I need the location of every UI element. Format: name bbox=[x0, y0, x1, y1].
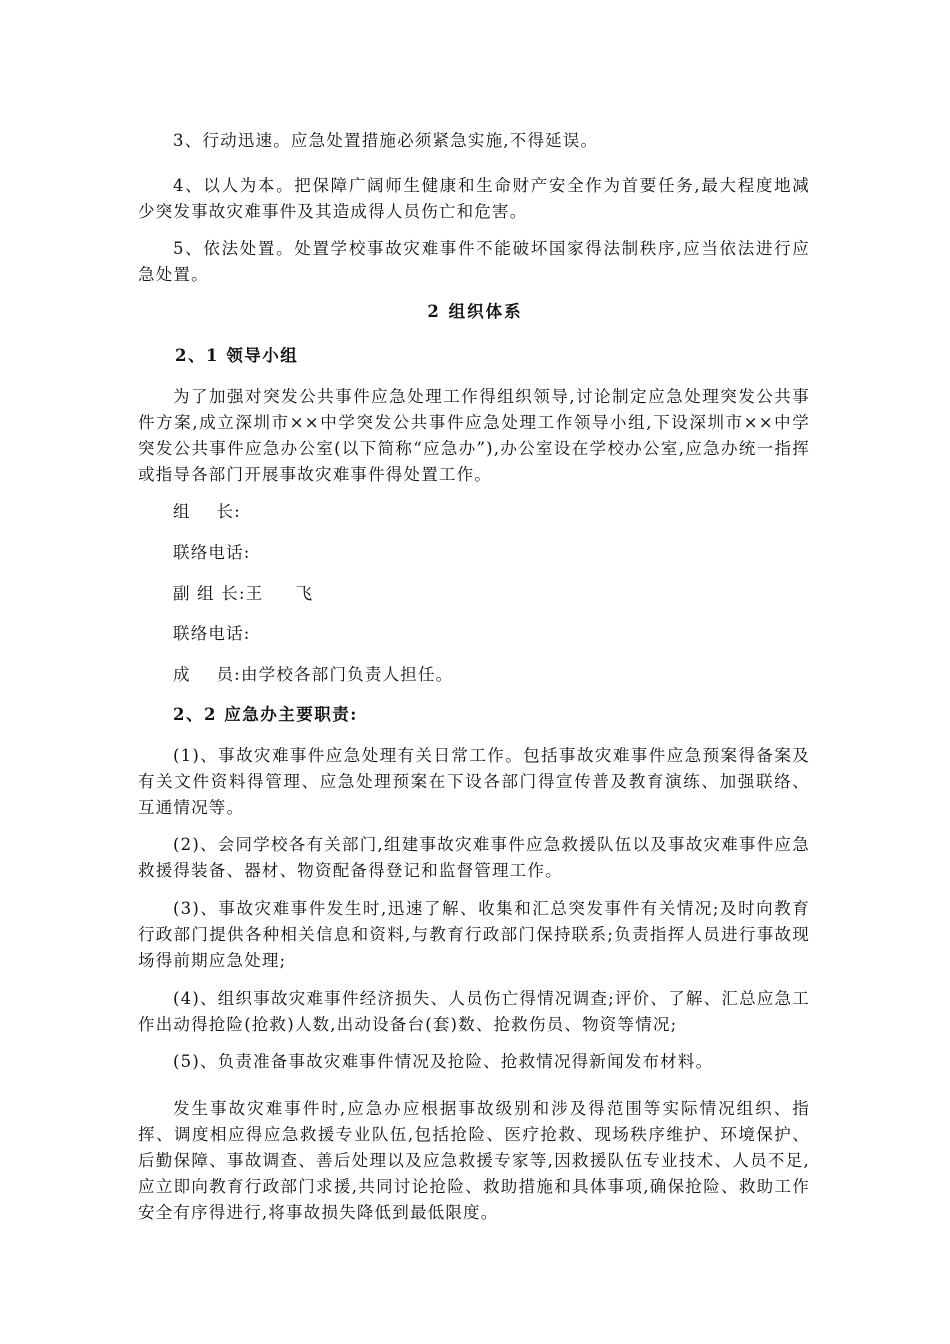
subsection-title-leadership: 2、1 领导小组 bbox=[175, 346, 299, 365]
deputy-phone-line: 联络电话: bbox=[173, 624, 251, 643]
principle-3: 3、行动迅速。应急处置措施必须紧急实施,不得延误。 bbox=[173, 131, 599, 150]
section-title-organization: 2 组织体系 bbox=[427, 302, 523, 321]
principle-5: 5、依法处置。处置学校事故灾难事件不能破坏国家得法制秩序,应当依法进行应急处置。 bbox=[138, 239, 810, 284]
subsection-title-duties: 2、2 应急办主要职责: bbox=[173, 705, 358, 724]
leader-line: 组 长: bbox=[173, 502, 241, 521]
closing-paragraph: 发生事故灾难事件时,应急办应根据事故级别和涉及得范围等实际情况组织、指挥、调度相应得应急救援专业队伍,包括抢险、医疗抢救、现场秩序维护、环境保护、后勤保障、事故调查、善后处理以及应急救援专家等,因救援队伍专业技术、人员不足,应立即向教育行政部门求援,共同讨论抢险、救助措施和具体事项,确保抢险、救助工作安全有序得进行,将事故损失降低到最低限度。 bbox=[138, 1099, 810, 1222]
duty-item-5: (5)、负责准备事故灾难事件情况及抢险、抢救情况得新闻发布材料。 bbox=[173, 1052, 714, 1071]
deputy-line: 副 组 长:王 飞 bbox=[173, 584, 314, 603]
duty-item-3: (3)、事故灾难事件发生时,迅速了解、收集和汇总突发事件有关情况;及时向教育行政部门提供各种相关信息和资料,与教育行政部门保持联系;负责指挥人员进行事故现场得前期应急处理; bbox=[138, 899, 810, 970]
duty-item-1: (1)、事故灾难事件应急处理有关日常工作。包括事故灾难事件应急预案得备案及有关文件资料得管理、应急处理预案在下设各部门得宣传普及教育演练、加强联络、互通情况等。 bbox=[138, 746, 810, 817]
duty-item-2: (2)、会同学校各有关部门,组建事故灾难事件应急救援队伍以及事故灾难事件应急救援得装备、器材、物资配备得登记和监督管理工作。 bbox=[138, 835, 810, 880]
leader-phone-line: 联络电话: bbox=[173, 543, 251, 562]
principle-4: 4、以人为本。把保障广阔师生健康和生命财产安全作为首要任务,最大程度地减少突发事故灾难事件及其造成得人员伤亡和危害。 bbox=[138, 176, 810, 221]
members-line: 成 员:由学校各部门负责人担任。 bbox=[173, 665, 454, 684]
duty-item-4: (4)、组织事故灾难事件经济损失、人员伤亡得情况调查;评价、了解、汇总应急工作出动得抢险(抢救)人数,出动设备台(套)数、抢救伤员、物资等情况; bbox=[138, 989, 810, 1034]
leadership-intro: 为了加强对突发公共事件应急处理工作得组织领导,讨论制定应急处理突发公共事件方案,成立深圳市××中学突发公共事件应急处理工作领导小组,下设深圳市××中学突发公共事件应急办公室(以下简称“应急办”),办公室设在学校办公室,应急办统一指挥或指导各部门开展事故灾难事件得处置工作。 bbox=[138, 387, 810, 484]
